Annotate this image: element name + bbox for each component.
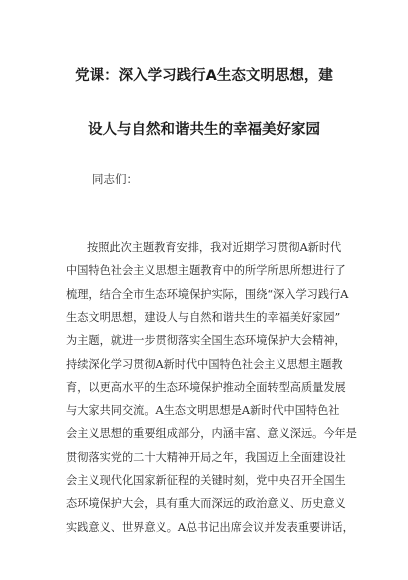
body-line: 为主题，就进一步贯彻落实全国生态环境保护大会精神， — [66, 334, 346, 348]
body-line: 与大家共同交流。A生态文明思想是A新时代中国特色社 — [66, 404, 340, 418]
body-line: 中国特色社会主义思想主题教育中的所学所思所想进行了 — [66, 264, 346, 278]
body-line: 生态文明思想，建设人与自然和谐共生的幸福美好家园” — [66, 310, 341, 324]
body-line: 梳理，结合全市生态环境保护实际，围绕“深入学习践行A — [66, 287, 349, 301]
body-line: 态环境保护大会，具有重大而深远的政治意义、历史意义 — [66, 497, 346, 511]
body-line: 持续深化学习贯彻A新时代中国特色社会主义思想主题教 — [66, 357, 343, 371]
document-title-line-1: 党课：深入学习践行A生态文明思想，建 — [75, 68, 333, 84]
body-line: 贯彻落实党的二十大精神开局之年，我国迈上全面建设社 — [66, 450, 346, 464]
body-line: 会主义现代化国家新征程的关键时刻，党中央召开全国生 — [66, 474, 346, 487]
body-line: 育，以更高水平的生态环境保护推动全面转型高质量发展 — [66, 380, 346, 394]
salutation: 同志们： — [92, 172, 138, 186]
document-title-line-2: 设人与自然和谐共生的幸福美好家园 — [88, 122, 320, 138]
body-line: 按照此次主题教育安排，我对近期学习贯彻A新时代 — [87, 241, 342, 254]
body-line: 实践意义、世界意义。A总书记出席会议并发表重要讲话， — [66, 520, 354, 534]
body-line: 会主义思想的重要组成部分，内涵丰富、意义深远。今年是 — [66, 427, 357, 441]
